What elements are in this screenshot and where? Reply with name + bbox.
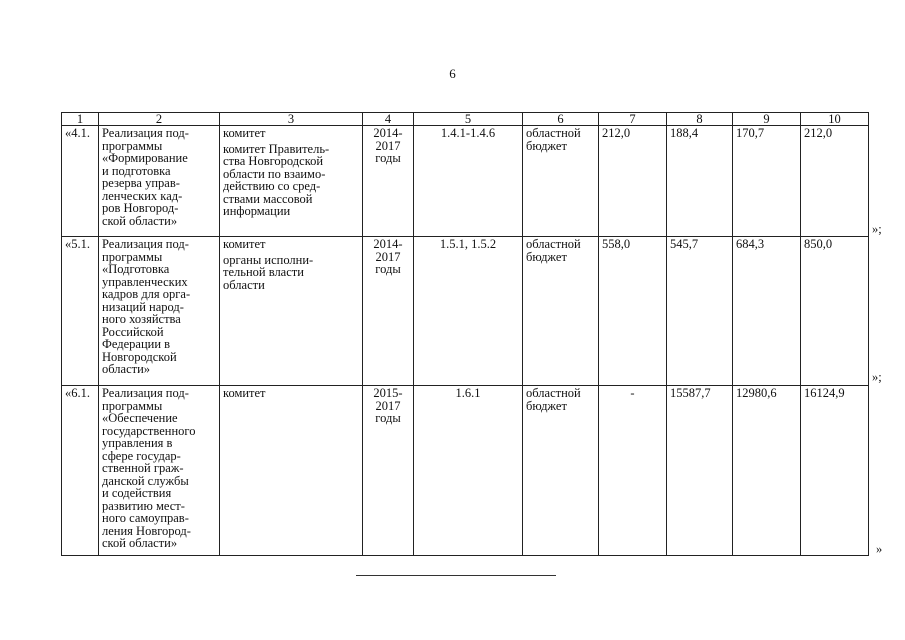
closing-quote: » (876, 542, 883, 556)
footer-rule (356, 575, 556, 576)
header-cell: 6 (523, 113, 599, 126)
value-2015: 15587,7 (667, 386, 733, 556)
executor-primary: комитет (223, 237, 266, 251)
period: 2014- 2017 годы (363, 237, 414, 386)
header-row (62, 113, 869, 126)
measure-name: Реализация под- программы «Формирование и подготовка резерва управ- ленческих кад- ров Новгород- ской области» (99, 126, 220, 237)
target-indicators: 1.5.1, 1.5.2 (414, 237, 523, 386)
executor-secondary: комитет Правитель- ства Новгородской области по взаимо- действию со сред- ствами массовой информации (223, 141, 330, 218)
value-2015: 188,4 (667, 126, 733, 237)
value-2014: - (599, 386, 667, 556)
period: 2015- 2017 годы (363, 386, 414, 556)
header-cell: 9 (733, 113, 801, 126)
table-row (62, 386, 869, 556)
page-number: 6 (449, 66, 456, 81)
value-2017: 850,0 (801, 237, 869, 386)
value-2014: 212,0 (599, 126, 667, 237)
value-2014: 558,0 (599, 237, 667, 386)
funding-source: областной бюджет (523, 237, 599, 386)
program-table (61, 112, 869, 556)
funding-source: областной бюджет (523, 386, 599, 556)
value-2016: 12980,6 (733, 386, 801, 556)
header-cell: 8 (667, 113, 733, 126)
target-indicators: 1.4.1-1.4.6 (414, 126, 523, 237)
executor-primary: комитет (223, 386, 266, 400)
closing-quote: »; (872, 370, 882, 384)
executor-cell (220, 126, 363, 237)
header-cell: 4 (363, 113, 414, 126)
header-cell: 3 (220, 113, 363, 126)
executor-cell (220, 386, 363, 556)
value-2017: 212,0 (801, 126, 869, 237)
value-2017: 16124,9 (801, 386, 869, 556)
table-row (62, 126, 869, 237)
value-2015: 545,7 (667, 237, 733, 386)
measure-name: Реализация под- программы «Обеспечение государственного управления в сфере государ- ственной граж- данской службы и содействия развитию мест- ного самоуправ- ления Новгород- ской области» (99, 386, 220, 556)
header-cell: 5 (414, 113, 523, 126)
executor-cell (220, 237, 363, 386)
row-number: «6.1. (62, 386, 99, 556)
header-cell: 1 (62, 113, 99, 126)
executor-secondary: органы исполни- тельной власти области (223, 252, 314, 292)
target-indicators: 1.6.1 (414, 386, 523, 556)
header-cell: 2 (99, 113, 220, 126)
period: 2014- 2017 годы (363, 126, 414, 237)
measure-name: Реализация под- программы «Подготовка управленческих кадров для орга- низаций народ- ного хозяйства Российской Федерации в Новгородской области» (99, 237, 220, 386)
value-2016: 684,3 (733, 237, 801, 386)
row-number: «5.1. (62, 237, 99, 386)
value-2016: 170,7 (733, 126, 801, 237)
executor-primary: комитет (223, 126, 266, 140)
funding-source: областной бюджет (523, 126, 599, 237)
header-cell: 7 (599, 113, 667, 126)
closing-quote: »; (872, 222, 882, 236)
row-number: «4.1. (62, 126, 99, 237)
header-cell: 10 (801, 113, 869, 126)
table-row (62, 237, 869, 386)
